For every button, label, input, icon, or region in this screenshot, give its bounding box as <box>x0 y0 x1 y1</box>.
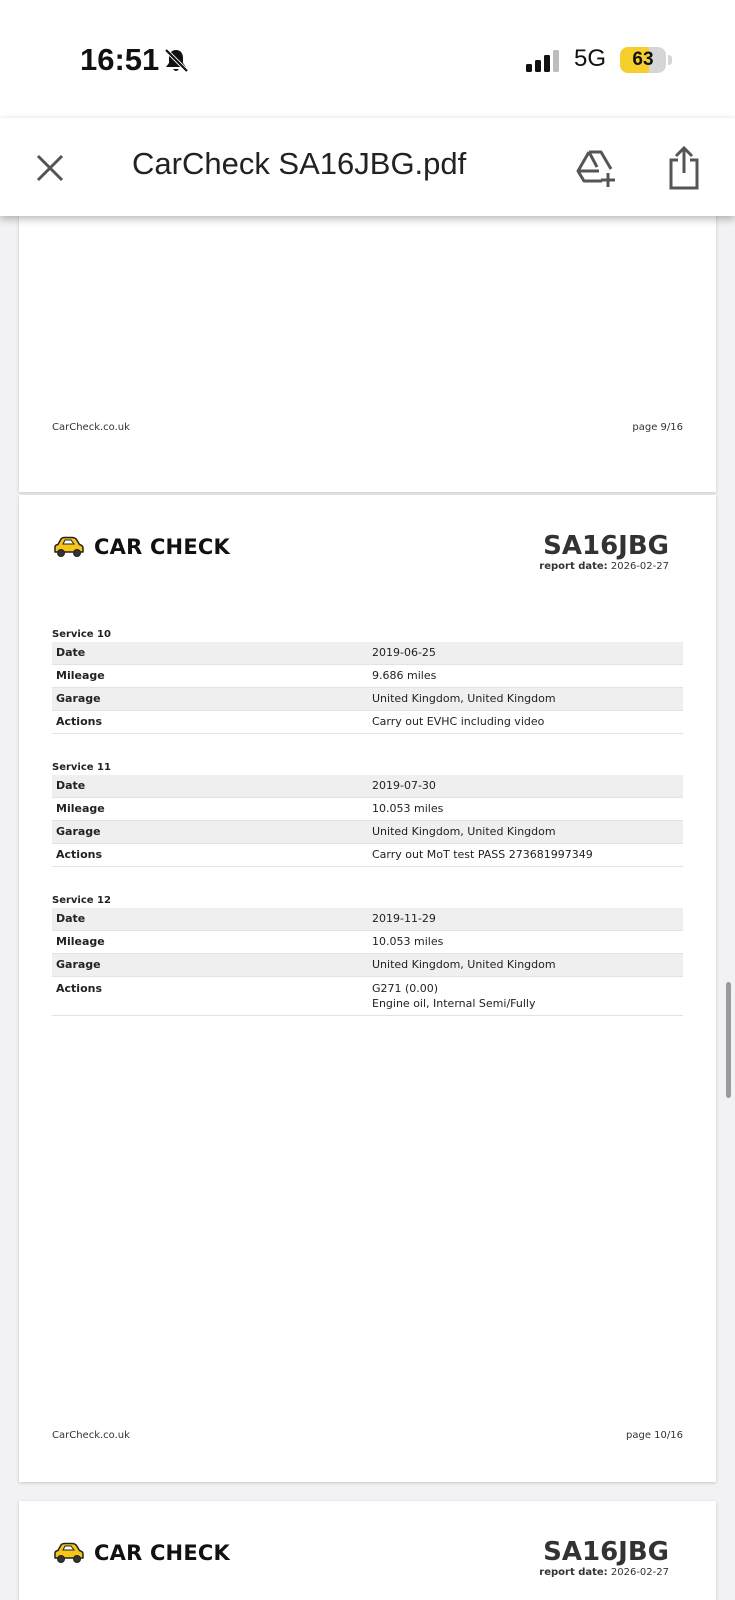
row-label: Actions <box>52 844 368 867</box>
row-value: Carry out EVHC including video <box>368 711 683 734</box>
row-label: Mileage <box>52 798 368 821</box>
close-button[interactable] <box>24 142 76 194</box>
table-row <box>52 977 683 1016</box>
row-value: 2019-07-30 <box>368 775 683 798</box>
row-value: United Kingdom, United Kingdom <box>368 954 683 977</box>
row-label: Date <box>52 908 368 931</box>
table-row <box>52 775 683 798</box>
row-value <box>368 977 683 1016</box>
report-date-label: report date: <box>539 561 608 572</box>
cellular-signal-icon <box>526 50 564 72</box>
footer-site: CarCheck.co.uk <box>52 422 130 433</box>
footer-page-number: page 9/16 <box>632 422 683 433</box>
scrollbar-thumb[interactable] <box>726 982 731 1098</box>
report-header <box>539 531 669 572</box>
table-row <box>52 844 683 867</box>
service-table <box>52 908 683 1016</box>
close-icon <box>35 153 65 183</box>
table-row <box>52 711 683 734</box>
service-block <box>52 628 683 734</box>
battery-tip <box>668 55 672 65</box>
status-bar <box>0 0 735 118</box>
logo-text: CAR CHECK <box>94 1541 230 1565</box>
row-label: Date <box>52 775 368 798</box>
row-value: United Kingdom, United Kingdom <box>368 688 683 711</box>
service-title: Service 11 <box>52 762 111 773</box>
row-value: 10.053 miles <box>368 798 683 821</box>
report-date-label: report date: <box>539 1567 608 1578</box>
pdf-page-11 <box>19 1501 716 1600</box>
row-label: Garage <box>52 688 368 711</box>
row-label: Actions <box>52 977 368 1016</box>
pdf-page-9 <box>19 216 716 492</box>
footer-page-number: page 10/16 <box>626 1430 683 1441</box>
table-row <box>52 931 683 954</box>
pdf-page-10 <box>19 495 716 1482</box>
row-label: Mileage <box>52 931 368 954</box>
report-date <box>539 1567 669 1578</box>
report-date-value: 2026-02-27 <box>610 561 669 572</box>
silent-bell-icon <box>162 46 190 74</box>
row-label: Garage <box>52 821 368 844</box>
service-table <box>52 642 683 734</box>
battery-icon <box>620 47 666 73</box>
car-check-logo <box>52 1541 230 1565</box>
row-value: 9.686 miles <box>368 665 683 688</box>
table-row <box>52 688 683 711</box>
share-button[interactable] <box>658 142 710 194</box>
footer-site: CarCheck.co.uk <box>52 1430 130 1441</box>
logo-text: CAR CHECK <box>94 535 230 559</box>
service-title: Service 12 <box>52 895 111 906</box>
table-row <box>52 821 683 844</box>
network-type: 5G <box>574 45 607 72</box>
status-time: 16:51 <box>80 42 160 77</box>
registration-plate: SA16JBG <box>543 531 669 561</box>
row-label: Date <box>52 642 368 665</box>
report-date <box>539 561 669 572</box>
table-row <box>52 798 683 821</box>
row-value: 2019-06-25 <box>368 642 683 665</box>
row-label: Garage <box>52 954 368 977</box>
battery-percent: 63 <box>632 49 654 70</box>
row-label: Actions <box>52 711 368 734</box>
table-row <box>52 665 683 688</box>
service-block <box>52 894 683 1016</box>
pdf-viewer[interactable] <box>0 216 735 1600</box>
document-title: CarCheck SA16JBG.pdf <box>132 146 467 181</box>
row-value: 2019-11-29 <box>368 908 683 931</box>
car-check-logo <box>52 535 230 559</box>
row-label: Mileage <box>52 665 368 688</box>
table-row <box>52 642 683 665</box>
row-value: United Kingdom, United Kingdom <box>368 821 683 844</box>
row-value-line: G271 (0.00) <box>372 982 439 995</box>
row-value: 10.053 miles <box>368 931 683 954</box>
registration-plate: SA16JBG <box>543 1537 669 1567</box>
service-table <box>52 775 683 867</box>
service-block <box>52 761 683 867</box>
report-header <box>539 1537 669 1578</box>
viewer-toolbar <box>0 118 735 216</box>
table-row <box>52 954 683 977</box>
add-to-drive-button[interactable] <box>570 142 622 194</box>
row-value-line: Engine oil, Internal Semi/Fully <box>372 997 536 1010</box>
car-icon <box>52 1542 84 1564</box>
add-to-drive-icon <box>575 148 617 188</box>
share-icon <box>667 146 701 190</box>
row-value: Carry out MoT test PASS 273681997349 <box>368 844 683 867</box>
table-row <box>52 908 683 931</box>
report-date-value: 2026-02-27 <box>610 1567 669 1578</box>
service-title: Service 10 <box>52 629 111 640</box>
car-icon <box>52 536 84 558</box>
